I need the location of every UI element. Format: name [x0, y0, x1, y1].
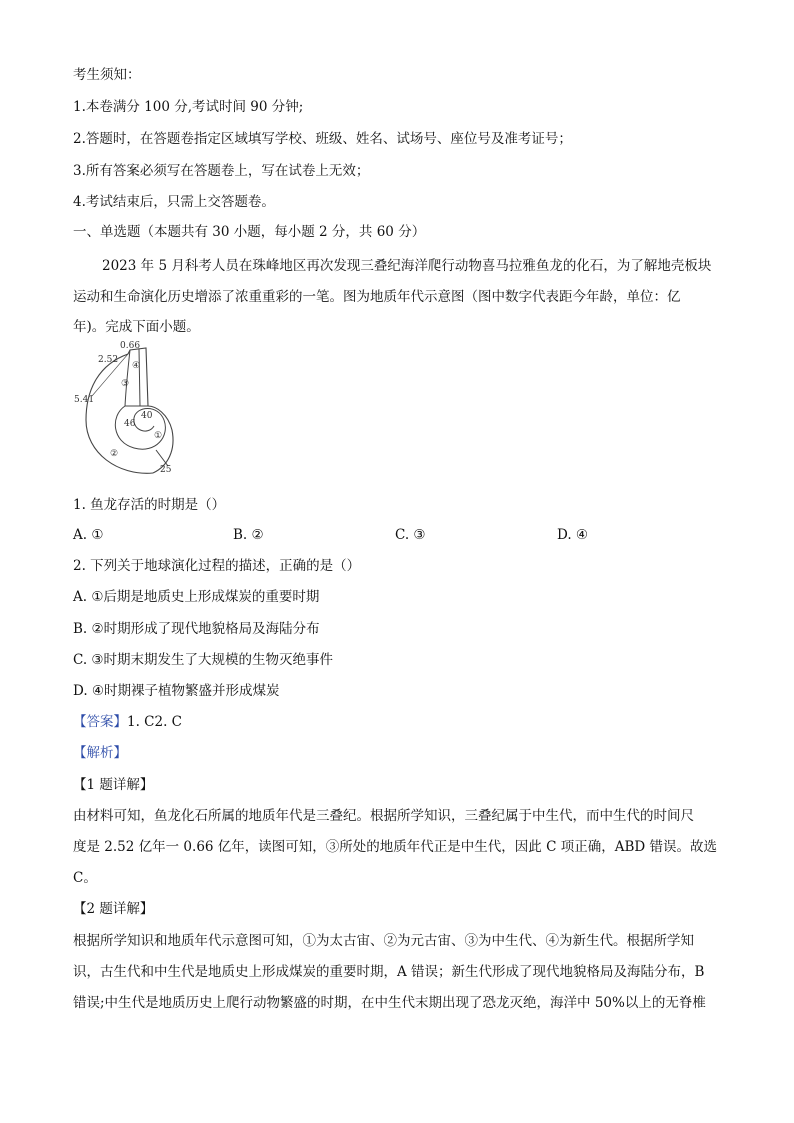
analysis-label: 【解析】: [73, 745, 127, 761]
notice-item-1: 1.本卷满分 100 分,考试时间 90 分钟;: [73, 99, 304, 115]
spiral-svg: [68, 338, 188, 478]
intro-line-2: 运动和生命演化历史增添了浓重重彩的一笔。图为地质年代示意图（图中数字代表距今年龄，单位：亿: [73, 289, 681, 305]
q2-option-c: C. ③时期末期发生了大规模的生物灭绝事件: [73, 652, 334, 668]
spiral-inner-left: [125, 350, 130, 406]
q1-option-a: A. ①: [73, 527, 104, 543]
intro-line-1: 2023 年 5 月科考人员在珠峰地区再次发现三叠纪海洋爬行动物喜马拉雅鱼龙的化石，为了解地壳板块: [102, 258, 712, 274]
label-era-4: ④: [132, 361, 141, 371]
answer-label: 【答案】: [73, 714, 127, 730]
label-5-41: 5.41: [74, 395, 95, 405]
detail2-line-1: 根据所学知识和地质年代示意图可知，①为太古宙、②为元古宙、③为中生代、④为新生代。根据所学知: [73, 933, 694, 949]
detail1-line-3: C。: [73, 870, 97, 886]
detail2-heading: 【2 题详解】: [73, 901, 154, 917]
detail2-line-2: 识，古生代和中生代是地质史上形成煤炭的重要时期，A 错误；新生代形成了现代地貌格局及海陆分布，B: [73, 964, 705, 980]
q1-option-b: B. ②: [233, 527, 264, 543]
label-era-3: ③: [121, 379, 130, 389]
notice-item-4: 4.考试结束后，只需上交答题卷。: [73, 194, 275, 210]
q2-stem: 2. 下列关于地球演化过程的描述，正确的是（）: [73, 558, 361, 574]
label-2-52: 2.52: [98, 355, 119, 365]
label-0-66: 0.66: [120, 341, 141, 351]
spiral-divider-4: [139, 349, 140, 406]
detail1-heading: 【1 题详解】: [73, 777, 154, 793]
label-25: 25: [160, 465, 172, 475]
notice-item-3: 3.所有答案必须写在答题卷上，写在试卷上无效；: [73, 163, 370, 179]
label-era-2: ②: [110, 449, 119, 459]
intro-line-3: 年)。完成下面小题。: [73, 319, 200, 335]
detail2-line-3: 错误;中生代是地质历史上爬行动物繁盛的时期，在中生代末期出现了恐龙灭绝，海洋中 50%以上的无脊椎: [73, 995, 706, 1011]
section-heading: 一、单选题（本题共有 30 小题，每小题 2 分，共 60 分）: [73, 224, 426, 240]
detail1-line-2: 度是 2.52 亿年一 0.66 亿年，读图可知，③所处的地质年代正是中生代，因此 C 项正确，ABD 错误。故选: [73, 839, 717, 855]
q1-option-d: D. ④: [557, 527, 589, 543]
q2-option-a: A. ①后期是地质史上形成煤炭的重要时期: [73, 589, 320, 605]
label-46: 46: [124, 419, 136, 429]
detail1-line-1: 由材料可知，鱼龙化石所属的地质年代是三叠纪。根据所学知识，三叠纪属于中生代，而中生代的时间尺: [73, 808, 694, 824]
q1-option-c: C. ③: [395, 527, 426, 543]
label-era-1: ①: [154, 431, 163, 441]
q2-option-b: B. ②时期形成了现代地貌格局及海陆分布: [73, 621, 320, 637]
q1-stem: 1. 鱼龙存活的时期是（）: [73, 497, 226, 513]
label-40: 40: [141, 411, 153, 421]
geologic-time-spiral-diagram: [68, 338, 188, 478]
q2-option-d: D. ④时期裸子植物繁盛并形成煤炭: [73, 683, 280, 699]
answer-line: [73, 713, 182, 731]
boundary-25-line: [156, 450, 168, 466]
notice-item-2: 2.答题时，在答题卷指定区域填写学校、班级、姓名、试场号、座位号及准考证号；: [73, 131, 572, 147]
notice-title: 考生须知：: [73, 67, 141, 83]
answer-text: 1. C2. C: [127, 714, 183, 730]
